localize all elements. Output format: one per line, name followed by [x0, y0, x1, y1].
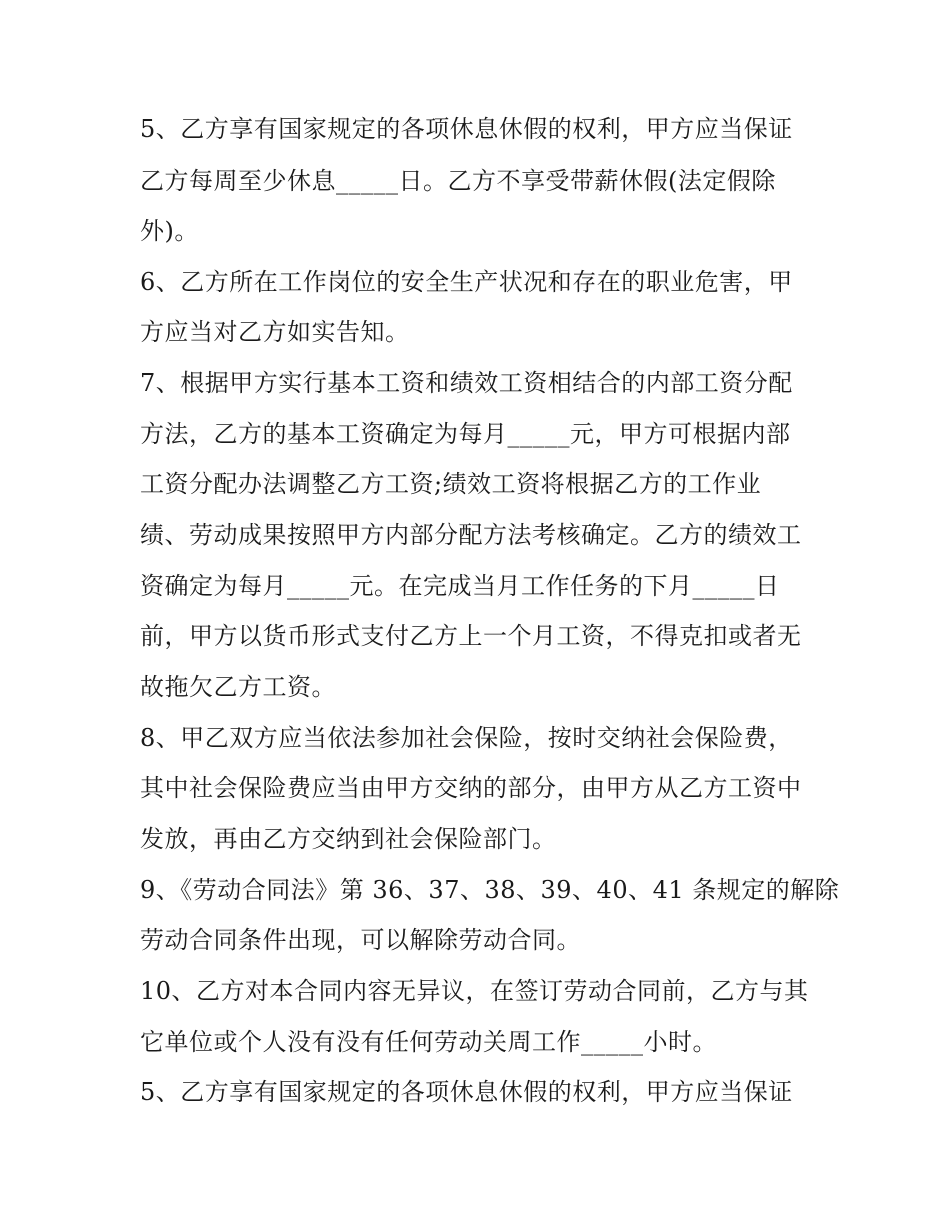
text-line: 发放，再由乙方交纳到社会保险部门。	[140, 825, 557, 853]
text-line: 10、乙方对本合同内容无异议，在签订劳动合同前，乙方与其	[140, 977, 809, 1005]
text-line: 方应当对乙方如实告知。	[140, 318, 410, 346]
text-line: 绩、劳动成果按照甲方内部分配方法考核确定。乙方的绩效工	[140, 521, 802, 549]
text-line: 8、甲乙双方应当依法参加社会保险，按时交纳社会保险费，	[140, 724, 793, 752]
text-line: 其中社会保险费应当由甲方交纳的部分，由甲方从乙方工资中	[140, 774, 802, 802]
text-line: 故拖欠乙方工资。	[140, 673, 336, 701]
text-line: 乙方每周至少休息_____日。乙方不享受带薪休假(法定假除	[140, 167, 776, 195]
text-line: 前，甲方以货币形式支付乙方上一个月工资，不得克扣或者无	[140, 622, 802, 650]
text-line: 它单位或个人没有没有任何劳动关周工作_____小时。	[140, 1028, 717, 1056]
text-line: 6、乙方所在工作岗位的安全生产状况和存在的职业危害，甲	[140, 268, 793, 296]
text-line: 资确定为每月_____元。在完成当月工作任务的下月_____日	[140, 572, 780, 600]
text-line: 5、乙方享有国家规定的各项休息休假的权利，甲方应当保证	[140, 115, 793, 143]
text-line: 工资分配办法调整乙方工资;绩效工资将根据乙方的工作业	[140, 470, 762, 498]
text-line: 5、乙方享有国家规定的各项休息休假的权利，甲方应当保证	[140, 1078, 793, 1106]
text-line: 7、根据甲方实行基本工资和绩效工资相结合的内部工资分配	[140, 369, 793, 397]
text-line: 外)。	[140, 217, 199, 245]
text-line: 劳动合同条件出现，可以解除劳动合同。	[140, 926, 581, 954]
text-line: 9、《劳动合同法》第 36、37、38、39、40、41 条规定的解除	[140, 876, 840, 904]
text-line: 方法，乙方的基本工资确定为每月_____元，甲方可根据内部	[140, 420, 791, 448]
